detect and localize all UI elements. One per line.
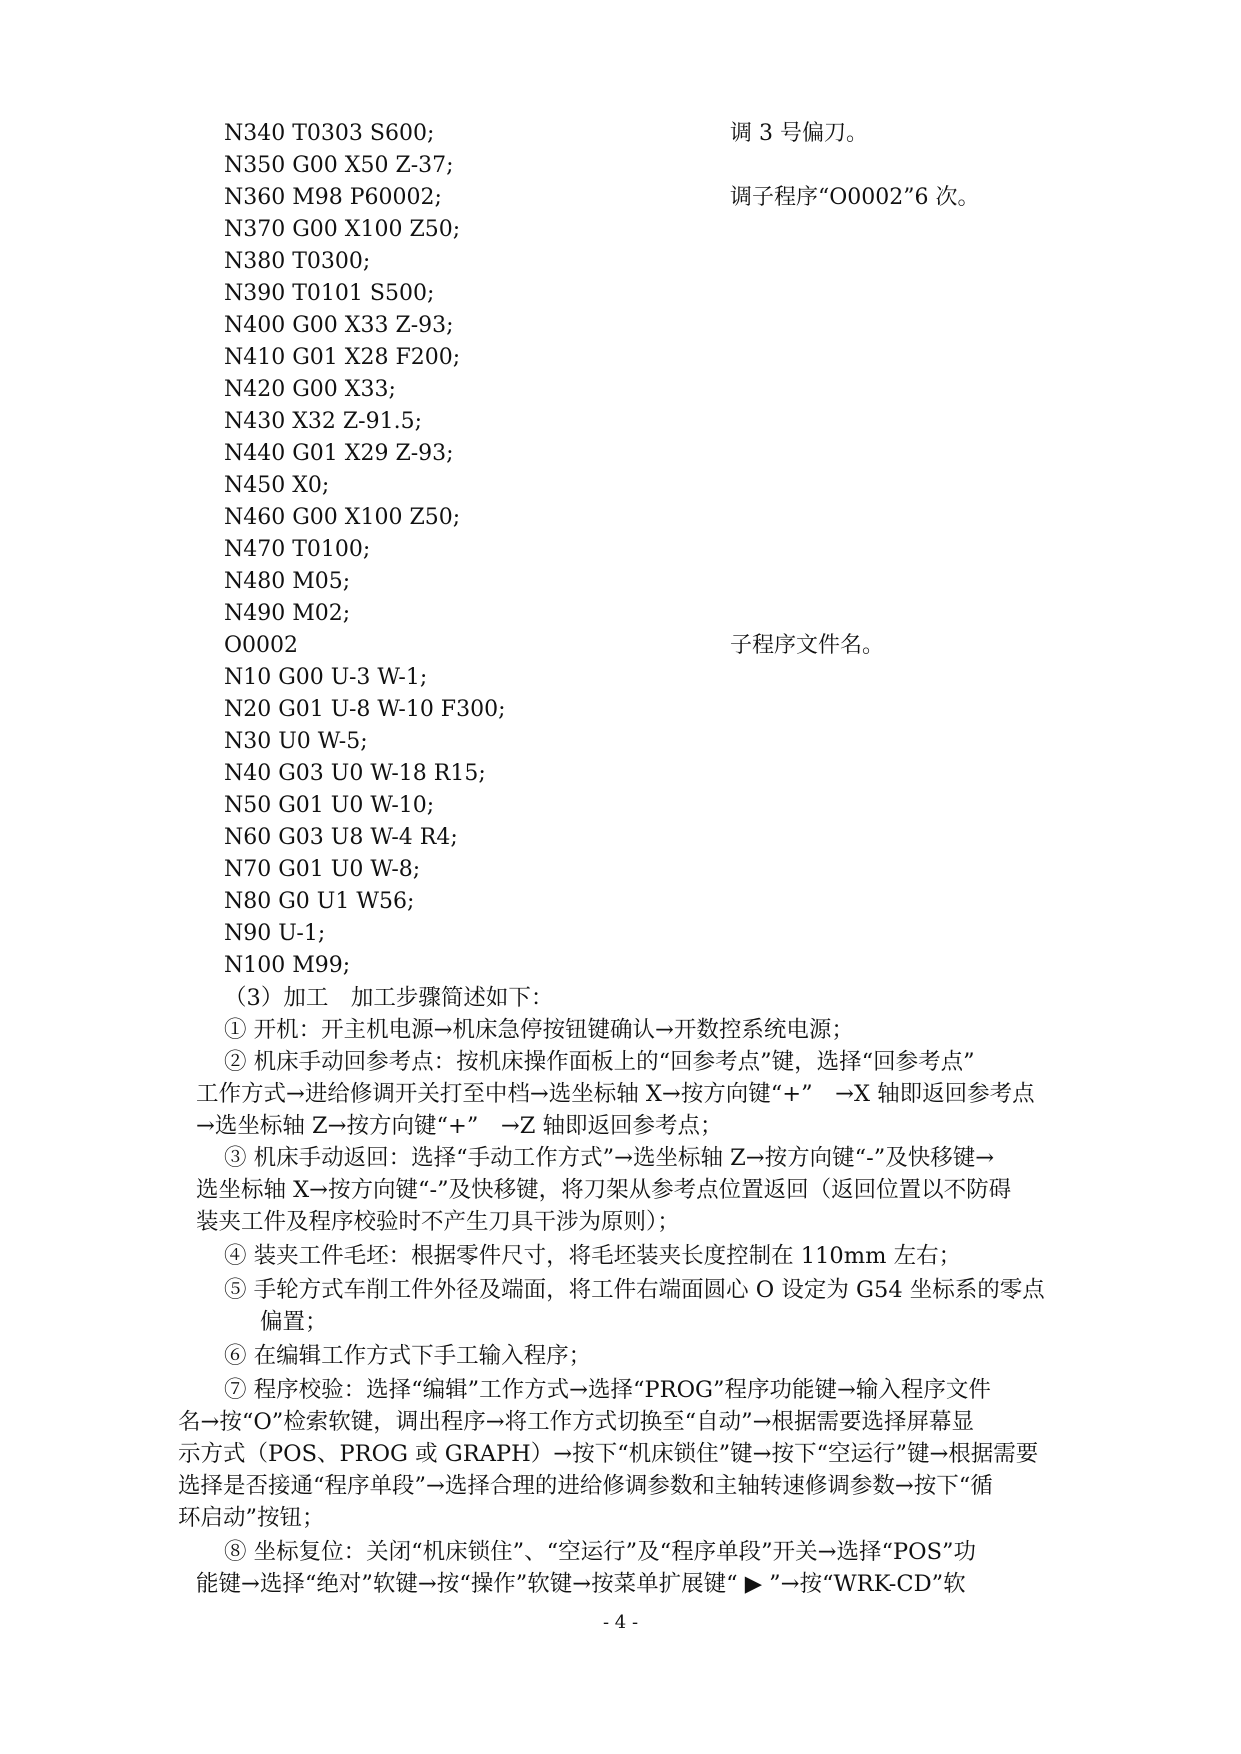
code-line: N470 T0100; (224, 537, 371, 562)
step-paragraph: 选坐标轴 X→按方向键“-”及快移键，将刀架从参考点位置返回（返回位置以不防碍 (196, 1177, 1012, 1203)
code-line: N370 G00 X100 Z50; (224, 217, 461, 242)
code-line: N380 T0300; (224, 249, 371, 274)
code-line: N400 G00 X33 Z-93; (224, 313, 454, 338)
code-line: N440 G01 X29 Z-93; (224, 441, 454, 466)
code-line: N450 X0; (224, 473, 330, 498)
code-line: N40 G03 U0 W-18 R15; (224, 761, 486, 786)
code-line: N350 G00 X50 Z-37; (224, 153, 454, 178)
code-line: N10 G00 U-3 W-1; (224, 665, 428, 690)
code-comment: 调子程序“O0002”6 次。 (730, 185, 980, 210)
step-paragraph: ④ 装夹工件毛坯：根据零件尺寸，将毛坯装夹长度控制在 110mm 左右； (224, 1243, 962, 1269)
code-line: N70 G01 U0 W-8; (224, 857, 421, 882)
step-paragraph: 选择是否接通“程序单段”→选择合理的进给修调参数和主轴转速修调参数→按下“循 (178, 1473, 993, 1499)
step-paragraph: ⑥ 在编辑工作方式下手工输入程序； (224, 1343, 592, 1369)
code-line: N430 X32 Z-91.5; (224, 409, 422, 434)
code-line: N420 G00 X33; (224, 377, 396, 402)
code-line: N490 M02; (224, 601, 351, 626)
code-line: N20 G01 U-8 W-10 F300; (224, 697, 506, 722)
step-paragraph: ③ 机床手动返回：选择“手动工作方式”→选坐标轴 Z→按方向键“-”及快移键→ (224, 1145, 995, 1171)
code-line: N340 T0303 S600; (224, 121, 435, 146)
step-paragraph: ① 开机：开主机电源→机床急停按钮键确认→开数控系统电源； (224, 1017, 854, 1043)
code-line: N460 G00 X100 Z50; (224, 505, 461, 530)
subprogram-name: O0002 (224, 633, 299, 658)
step-paragraph: 能键→选择“绝对”软键→按“操作”软键→按菜单扩展键“ ▶ ”→按“WRK-CD”软 (196, 1571, 966, 1597)
code-comment: 调 3 号偏刀。 (730, 121, 868, 146)
step-paragraph: ② 机床手动回参考点：按机床操作面板上的“回参考点”键，选择“回参考点” (224, 1049, 975, 1075)
step-paragraph: 环启动”按钮； (178, 1505, 325, 1531)
code-line: N60 G03 U8 W-4 R4; (224, 825, 458, 850)
page-number: - 4 - (602, 1612, 639, 1633)
step-paragraph: 工作方式→进给修调开关打至中档→选坐标轴 X→按方向键“+” →X 轴即返回参考点 (196, 1081, 1035, 1107)
code-line: N360 M98 P60002; (224, 185, 442, 210)
step-paragraph: 装夹工件及程序校验时不产生刀具干涉为原则）； (196, 1209, 680, 1235)
code-comment: 子程序文件名。 (730, 633, 885, 658)
section-heading: （3）加工 加工步骤简述如下： (224, 985, 554, 1011)
code-line: N410 G01 X28 F200; (224, 345, 461, 370)
step-paragraph: ⑦ 程序校验：选择“编辑”工作方式→选择“PROG”程序功能键→输入程序文件 (224, 1377, 991, 1403)
code-line: N50 G01 U0 W-10; (224, 793, 435, 818)
step-paragraph: 名→按“O”检索软键，调出程序→将工作方式切换至“自动”→根据需要选择屏幕显 (178, 1409, 975, 1435)
code-line: N390 T0101 S500; (224, 281, 435, 306)
code-line: N100 M99; (224, 953, 351, 978)
step-paragraph: →选坐标轴 Z→按方向键“+” →Z 轴即返回参考点； (196, 1113, 723, 1139)
step-paragraph: ⑤ 手轮方式车削工件外径及端面，将工件右端面圆心 O 设定为 G54 坐标系的零点 (224, 1277, 1045, 1303)
code-line: N480 M05; (224, 569, 351, 594)
step-paragraph: ⑧ 坐标复位：关闭“机床锁住”、“空运行”及“程序单段”开关→选择“POS”功 (224, 1539, 977, 1565)
code-line: N80 G0 U1 W56; (224, 889, 415, 914)
code-line: N30 U0 W-5; (224, 729, 368, 754)
step-paragraph: 偏置； (260, 1309, 328, 1335)
code-line: N90 U-1; (224, 921, 326, 946)
step-paragraph: 示方式（POS、PROG 或 GRAPH）→按下“机床锁住”键→按下“空运行”键→根据需要 (178, 1441, 1039, 1467)
